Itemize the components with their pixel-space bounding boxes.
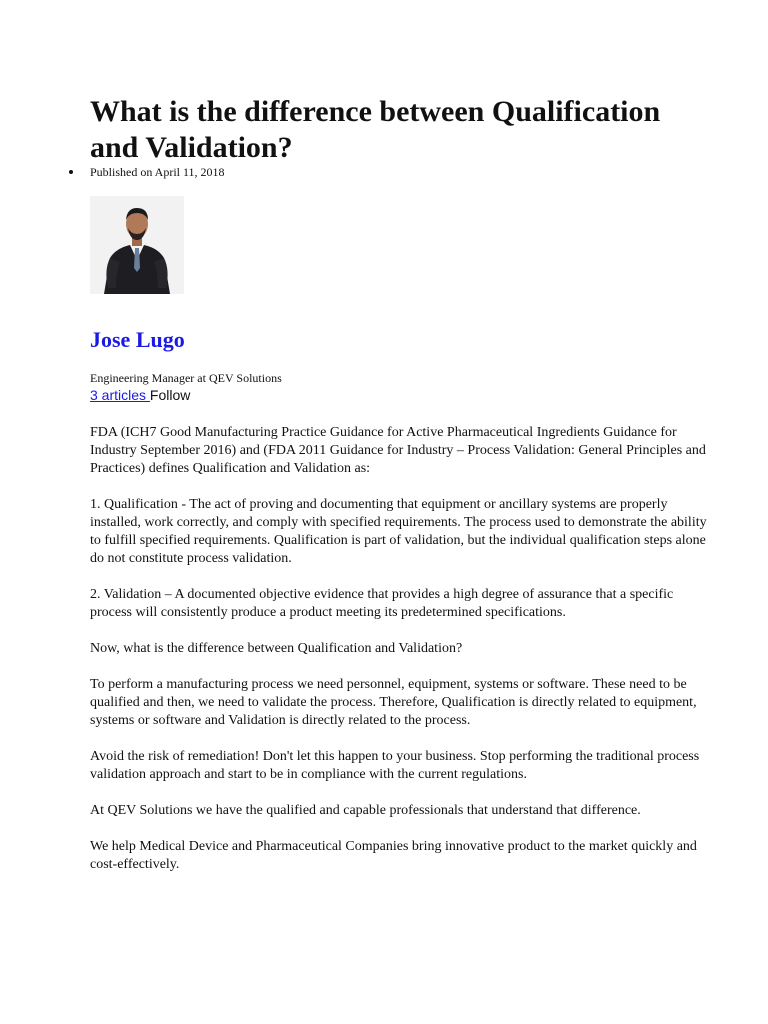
published-date: Published on April 11, 2018 xyxy=(66,164,225,180)
article-title: What is the difference between Qualification and Validation? xyxy=(90,95,661,164)
author-photo xyxy=(90,196,184,294)
body-paragraph: To perform a manufacturing process we need personnel, equipment, systems or software. These need to be qualified and then, we need to validate the process. Therefore, Qualification is directly related to equipment, systems or software and Validation is directly related to the process. xyxy=(90,677,697,728)
follow-button[interactable]: Follow xyxy=(149,387,191,403)
body-paragraph: We help Medical Device and Pharmaceutical Companies bring innovative product to the market quickly and cost-effectively. xyxy=(90,839,697,872)
body-paragraph: 1. Qualification - The act of proving and documenting that equipment or ancillary systems are properly installed, work correctly, and comply with specified requirements. The process used to demonstrate the ability to fulfill specified requirements. Qualification is part of validation, but the individual qualification steps alone do not constitute process validation. xyxy=(90,497,707,566)
body-paragraph: Now, what is the difference between Qualification and Validation? xyxy=(90,641,463,656)
author-headline: Engineering Manager at QEV Solutions xyxy=(90,371,282,385)
author-name-link[interactable]: Jose Lugo xyxy=(90,327,185,352)
author-stats xyxy=(90,386,190,406)
body-paragraph: At QEV Solutions we have the qualified and capable professionals that understand that difference. xyxy=(90,803,641,818)
articles-count-link[interactable]: 3 articles xyxy=(90,387,150,403)
body-paragraph: 2. Validation – A documented objective evidence that provides a high degree of assurance that a specific process will consistently produce a product meeting its predetermined specifications. xyxy=(90,587,674,620)
article-body xyxy=(90,424,710,892)
article-meta xyxy=(66,164,225,180)
author-avatar[interactable] xyxy=(90,196,184,294)
body-paragraph: FDA (ICH7 Good Manufacturing Practice Guidance for Active Pharmaceutical Ingredients Guidance for Industry September 2016) and (FDA 2011 Guidance for Industry – Process Validation: General Principles and Practices) defines Qualification and Validation as: xyxy=(90,425,706,476)
body-paragraph: Avoid the risk of remediation! Don't let this happen to your business. Stop performing the traditional process validation approach and start to be in compliance with the current regulations. xyxy=(90,749,700,782)
